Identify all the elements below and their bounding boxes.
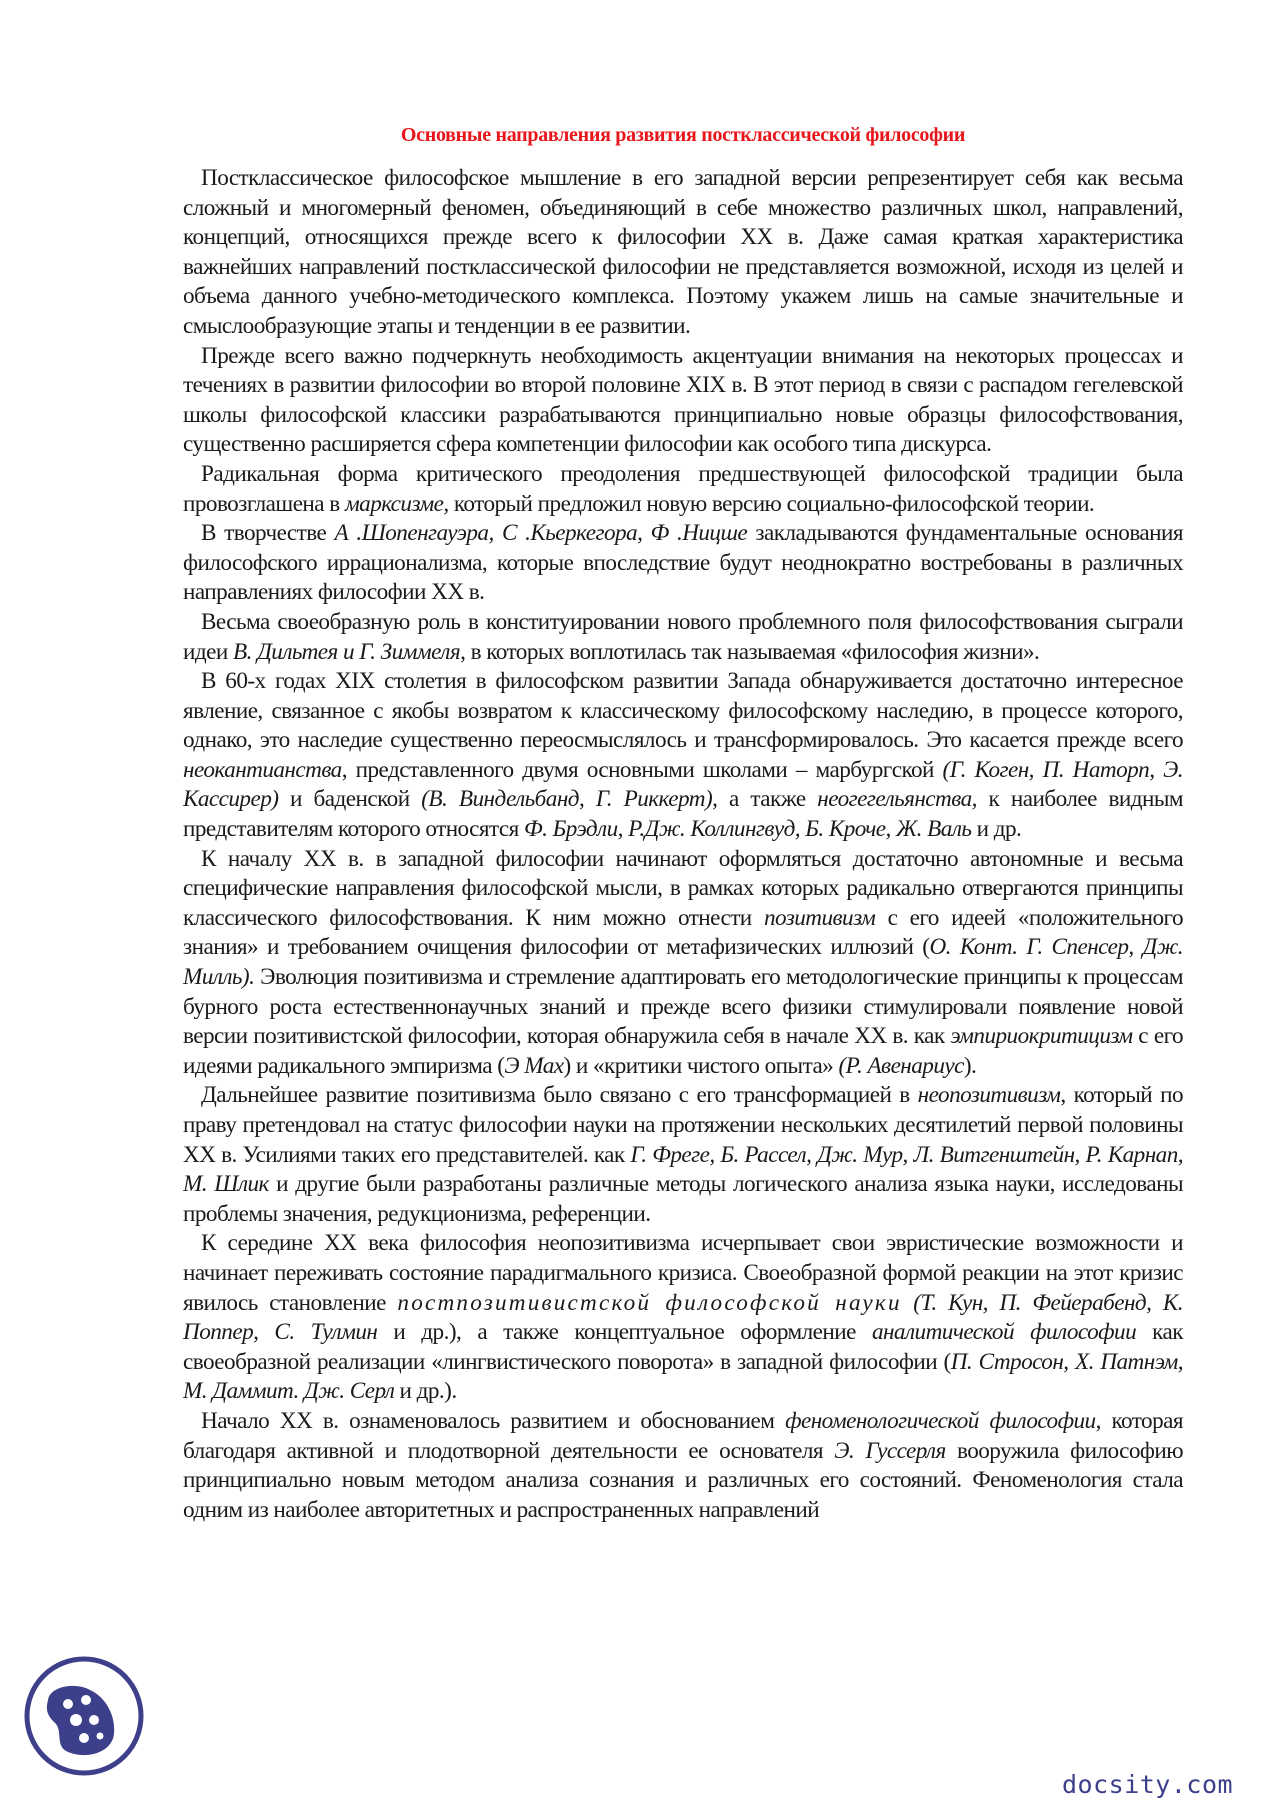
document-body <box>183 164 1183 1525</box>
italic-text: А .Шопенгауэра, С .Кьеркегора, Ф .Ницше <box>334 520 748 547</box>
italic-text: эмпириокритицизм <box>950 1023 1133 1050</box>
italic-text: неокантианства <box>183 756 342 783</box>
text-run: Радикальная форма критического преодоления предшествующей философской традиции была провозглашена в <box>183 460 1183 517</box>
paragraph <box>183 1081 1183 1229</box>
italic-text: Э. Гуссерля <box>834 1437 946 1464</box>
text-run: К середине ХХ века философия неопозитивизма исчерпывает свои эвристические возможности и начинает переживать состояние парадигмального кризиса. Своеобразной формой реакции на этот кризис явилось становление <box>183 1230 1183 1316</box>
text-run: ) и «критики чистого опыта» <box>563 1052 839 1079</box>
text-run: Постклассическое философское мышление в его западной версии репрезентирует себя как весьма сложный и многомерный феномен, объединяющий в себе множество различных школ, направлений, концепций, относящихся прежде всего к философии ХХ в. Даже самая краткая характеристика важнейших направлений постклассической философии не представляется возможной, исходя из целей и объема данного учебно-методического комплекса. Поэтому укажем лишь на самые значительные и смыслообразующие этапы и тенденции в ее развитии. <box>183 165 1183 339</box>
italic-text: П. Стросон, Х. Патнэм, М. Даммит. Дж. Серл <box>183 1348 1183 1405</box>
paragraph <box>183 608 1183 667</box>
text-run: с его идеей «положительного знания» и требованием очищения философии от метафизических иллюзий ( <box>183 904 1183 961</box>
italic-text: марксизме, <box>344 490 449 517</box>
paragraph <box>183 460 1183 519</box>
text-run: и др.). <box>394 1378 457 1405</box>
italic-text: неогегельянства, <box>817 786 977 813</box>
italic-text: Э Мах <box>504 1052 564 1079</box>
italic-text: Г. Фреге, Б. Рассел, Дж. Мур, Л. Витгенштейн, Р. Карнап, М. Шлик <box>183 1141 1183 1198</box>
italic-text: В. Дильтея и Г. Зиммеля <box>232 638 461 665</box>
text-run: закладываются фундаментальные основания философского иррационализма, которые впоследствие будут неоднократно востребованы в различных направлениях философии ХХ в. <box>183 520 1183 606</box>
text-run: и др. <box>971 816 1022 843</box>
paragraph <box>183 164 1183 342</box>
text-run: Эволюция позитивизма и стремление адаптировать его методологические принципы к процессам бурного роста естественнонаучных знаний и прежде всего физики стимулировали появление новой версии позитивистской философии, которая обнаружила себя в начале ХХ в. как <box>183 964 1183 1050</box>
text-run: вооружила философию принципиально новым методом анализа сознания и различных его состояний. Феноменология стала одним из наиболее авторитетных и распространенных направлений <box>183 1437 1183 1523</box>
italic-text: позитивизм <box>763 904 876 931</box>
italic-text: Ф. Брэдли, Р.Дж. Коллингвуд, Б. Кроче, Ж. Валь <box>524 816 972 843</box>
text-run: , в которых воплотилась так называемая «философия жизни». <box>460 638 1040 665</box>
italic-text: (Г. Коген, П. Наторп, Э. Кассирер) <box>183 756 1183 813</box>
text-run: Прежде всего важно подчеркнуть необходимость акцентуации внимания на некоторых процессах и течениях в развитии философии во второй половине XIX в. В этот период в связи с распадом гегелевской школы философской классики разрабатываются принципиально новые образцы философствования, существенно расширяется сфера компетенции философии как особого типа дискурса. <box>183 342 1183 458</box>
text-run: как своеобразной реализации «лингвистического поворота» в западной философии ( <box>183 1319 1183 1375</box>
text-run: , а также <box>712 786 818 813</box>
text-run: К началу ХХ в. в западной философии начинают оформляться достаточно автономные и весьма специфические направления философской мысли, в рамках которых радикально отвергаются принципы классического философствования. К ним можно отнести <box>183 845 1183 931</box>
italic-text: неопозитивизм <box>917 1082 1061 1109</box>
document-title: Основные направления развития постклассической философии <box>400 124 966 146</box>
text-run: который предложил новую версию социально-философской теории. <box>448 490 1095 517</box>
paragraph <box>183 667 1183 845</box>
italic-text: аналитической философии <box>871 1319 1137 1346</box>
text-run: и др.), а также концептуальное оформление <box>377 1319 872 1346</box>
docsity-logo-icon[interactable] <box>24 1656 144 1776</box>
italic-text: (Р. Авенариус <box>838 1052 964 1079</box>
text-run: и баденской <box>278 786 422 813</box>
italic-text: О. Конт. Г. Спенсер, Дж. Милль). <box>183 934 1184 991</box>
paragraph <box>183 1407 1183 1525</box>
italic-text: (Т. Кун, П. Фейерабенд, К. Поппер, С. Тулмин <box>183 1289 1183 1346</box>
italic-text: постпозитивистской философской науки <box>397 1289 902 1316</box>
paragraph <box>183 1229 1183 1407</box>
italic-text: (В. Виндельбанд, Г. Риккерт) <box>421 786 713 813</box>
text-run: В 60-х годах XIX столетия в философском развитии Запада обнаруживается достаточно интересное явление, связанное с якобы возвратом к классическому философскому наследию, в процессе которого, однако, это наследие существенно переосмыслялось и трансформировалось. Это касается прежде всего <box>183 668 1183 754</box>
text-run: с его идеями радикального эмпиризма ( <box>183 1023 1183 1079</box>
brand-text[interactable]: docsity.com <box>1062 1770 1234 1799</box>
text-run: , представленного двумя основными школами – марбургской <box>341 756 943 783</box>
text-run: Дальнейшее развитие позитивизма было связано с его трансформацией в <box>201 1082 918 1109</box>
text-run: к наиболее видным представителям которого относятся <box>183 786 1183 843</box>
text-run: ). <box>963 1052 977 1079</box>
text-run: Начало ХХ в. ознаменовалось развитием и обоснованием <box>201 1407 786 1434</box>
italic-text: феноменологической философии <box>785 1407 1096 1434</box>
paragraph <box>183 519 1183 608</box>
text-run: Весьма своеобразную роль в конституировании нового проблемного поля философствования сыграли идеи <box>183 608 1183 665</box>
text-run: , которая благодаря активной и плодотворной деятельности ее основателя <box>183 1407 1183 1464</box>
paragraph <box>183 845 1183 1082</box>
text-run: , который по праву претендовал на статус философии науки на протяжении нескольких десятилетий первой половины ХХ в. Усилиями таких его представителей. как <box>183 1082 1184 1168</box>
paragraph <box>183 342 1183 460</box>
text-run: В творчестве <box>201 520 335 547</box>
text-run: и другие были разработаны различные методы логического анализа языка науки, исследованы проблемы значения, редукционизма, референции. <box>183 1171 1183 1227</box>
